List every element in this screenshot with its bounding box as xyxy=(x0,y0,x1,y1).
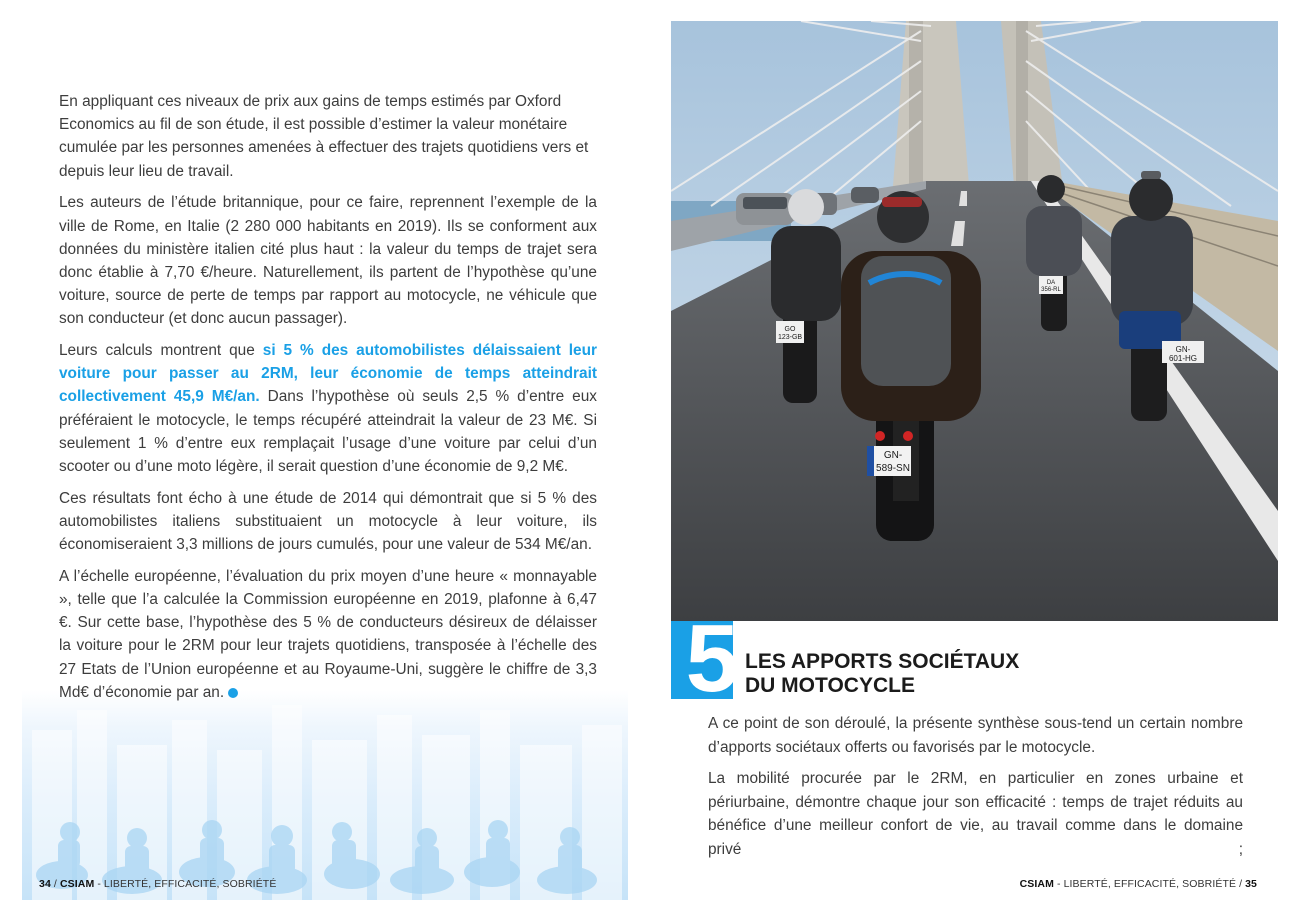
section-number: 5 xyxy=(685,621,733,699)
paragraph-5-text: A l’échelle européenne, l’évaluation du prix moyen d’une heure « monnayable », telle que l’a calculée la Commission européenne en 2019, plafonne à 6,47 €. Sur cette base, l’hypothèse des 5 % de conducteurs désireux de délaisser la voiture pour le 2RM pour leur trajets quotidiens, transposée à l’échelle des 27 Etats de l’Union européenne et au Royaume-Uni, suggère le chiffre de 3,3 Md€ d’économie par an. xyxy=(59,567,597,701)
plate-text-3: GO xyxy=(784,326,796,333)
plate-text-2: 601-HG xyxy=(1168,354,1198,363)
right-page xyxy=(650,0,1300,922)
end-of-article-dot-icon xyxy=(228,688,238,698)
right-footer-brand: CSIAM xyxy=(1019,878,1054,890)
footer-tagline: - LIBERTÉ, EFFICACITÉ, SOBRIÉTÉ xyxy=(94,878,277,890)
paragraph-5 xyxy=(59,565,597,704)
plate-text-5: DA xyxy=(1046,280,1056,286)
left-page-number: 34 xyxy=(39,878,51,890)
paragraph-4: Ces résultats font écho à une étude de 2014 qui démontrait que si 5 % des automobilistes italiens substituaient un motocycle à leur voiture, ils économiseraient 3,3 millions de jours cumulés, pour une valeur de 534 M€/an. xyxy=(59,489,597,554)
photo-illustration xyxy=(671,21,1278,621)
footer-brand: CSIAM xyxy=(59,878,95,890)
right-body-text xyxy=(708,712,1243,870)
paragraph-3 xyxy=(59,339,597,478)
silhouette-illustration xyxy=(22,690,628,900)
plate-text-6: 356-RL xyxy=(1041,287,1061,293)
section-number-box xyxy=(671,621,733,699)
paragraph-2: Les auteurs de l’étude britannique, pour ce faire, reprennent l’exemple de la ville de Rome, en Italie (2 280 000 habitants en 2019). Ils se conforment aux données du ministère italien cité plus haut : la valeur du temps de trajet sera donc établie à 7,70 €/heure. Naturellement, ils partent de l’hypothèse qu’une voiture, source de perte de temps par rapport au motocycle, ne véhicule que son conducteur (et donc aucun passager). xyxy=(59,194,597,328)
right-footer xyxy=(1020,878,1257,890)
section-title-line-2: DU MOTOCYCLE xyxy=(745,674,915,697)
paragraph-3-end: Dans l’hypothèse où seuls 2,5 % d’entre eux préféraient le motocycle, le temps récupéré atteindrait la valeur de 23 M€. Si seulement 1 % d’entre eux remplaçait l’usage d’une voiture par celui d’un scooter ou d’une moto légère, il serait question d’une économie de 9,2 M€. xyxy=(59,388,597,476)
right-paragraph-1: A ce point de son déroulé, la présente synthèse sous-tend un certain nombre d’apports sociétaux offerts ou favorisés par le motocycle. xyxy=(708,715,1243,756)
section-title xyxy=(745,650,1019,698)
footer-separator: / xyxy=(50,878,60,890)
left-body-text xyxy=(59,90,597,713)
highlighted-statement: si 5 % des automobilistes délaissaient leur voiture pour passer au 2RM, leur économie de temps atteindrait collectivement 45,9 M€/an. xyxy=(59,342,598,406)
plate-text-8: 589-SN xyxy=(876,463,910,474)
section-title-line-1: LES APPORTS SOCIÉTAUX xyxy=(745,650,1020,673)
bridge-motorcycles-photo xyxy=(671,21,1278,621)
paragraph-1: En appliquant ces niveaux de prix aux gains de temps estimés par Oxford Economics au fil de son étude, il est possible d’estimer la valeur monétaire cumulée par les personnes amenées à effectuer des trajets quotidiens vers et depuis leur lieu de travail. xyxy=(59,93,589,180)
skyline-riders-background xyxy=(22,690,628,900)
paragraph-3-start: Leurs calculs montrent que xyxy=(59,342,263,360)
right-page-number: 35 xyxy=(1245,878,1257,890)
plate-text-7: GN- xyxy=(883,450,903,461)
plate-text-4: 123-GB xyxy=(777,334,803,341)
right-paragraph-2: La mobilité procurée par le 2RM, en particulier en zones urbaine et périurbaine, démontre chaque jour son efficacité : temps de trajet réduits au bénéfice d’une meilleur confort de vie, au travail comme dans le domaine privé ; xyxy=(708,770,1243,858)
right-footer-tagline: - LIBERTÉ, EFFICACITÉ, SOBRIÉTÉ / xyxy=(1053,878,1246,890)
plate-text-1: GN- xyxy=(1175,345,1191,354)
left-footer xyxy=(39,878,276,890)
